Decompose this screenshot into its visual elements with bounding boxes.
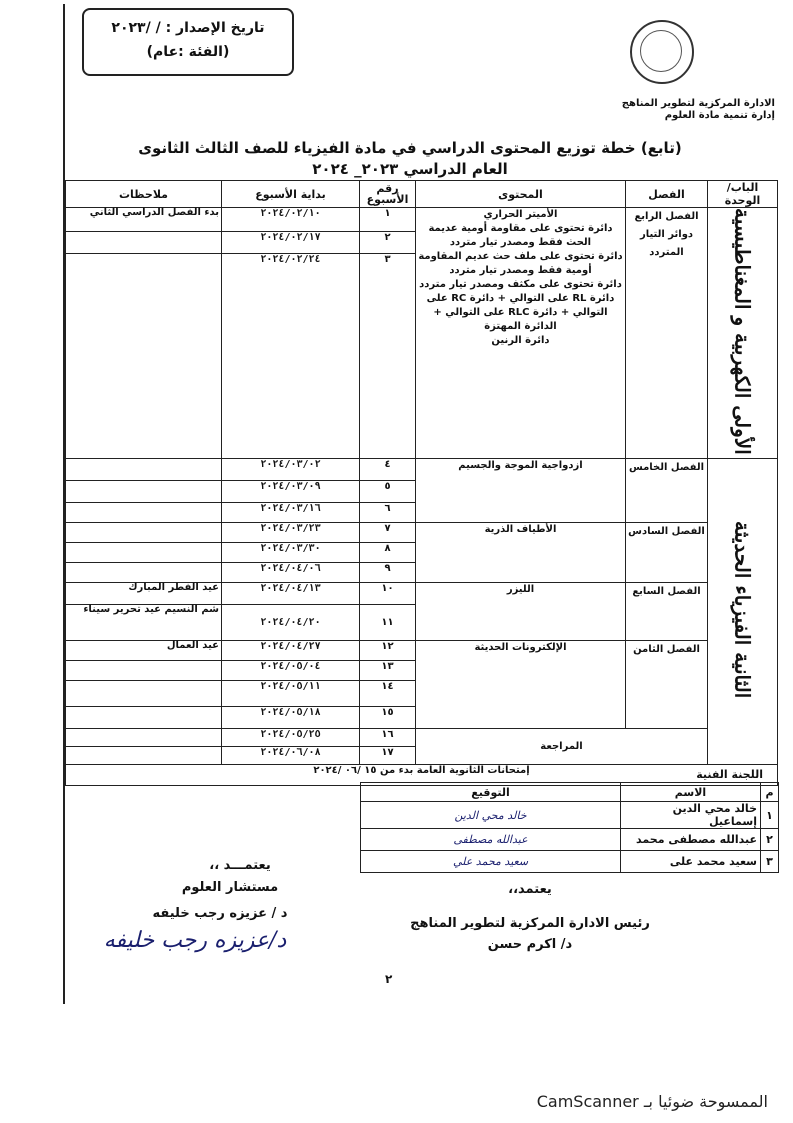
- week-note: عيد الفطر المبارك: [66, 582, 222, 604]
- week-start-date: ٢٠٢٤/٠٣/١٦: [222, 502, 360, 522]
- week-start-date: ٢٠٢٤/٠٣/٠٩: [222, 480, 360, 502]
- week-note: [66, 746, 222, 764]
- week-start-date: ٢٠٢٤/٠٢/٢٤: [222, 253, 360, 458]
- week-note: [66, 562, 222, 582]
- right-name: د/ اكرم حسن: [487, 937, 573, 952]
- chapter-4-cell: الفصل الرابع دوائر التيار المتردد: [626, 208, 708, 459]
- week-number: ٩: [360, 562, 416, 582]
- table-row: [66, 728, 778, 746]
- week-start-date: ٢٠٢٤/٠٤/١٣: [222, 582, 360, 604]
- member-signature: سعيد محمد علي: [361, 851, 621, 873]
- committee-row: [361, 829, 779, 851]
- chapter-6-cell: الفصل السادس: [626, 522, 708, 582]
- week-number: ١٧: [360, 746, 416, 764]
- ministry-line-3: إدارة تنمية مادة العلوم: [664, 110, 775, 121]
- week-number: ١١: [360, 604, 416, 640]
- content-item: دائرة تحتوى على مكثف ومصدر تيار متردد: [419, 279, 622, 290]
- unit-2-label: الثانية الفيزياء الحديثة: [730, 521, 755, 699]
- content-distribution-table: [65, 180, 778, 786]
- header-week: رقم الأسبوع: [360, 181, 416, 208]
- week-note: [66, 680, 222, 706]
- left-title: مستشار العلوم: [181, 880, 279, 895]
- week-number: ١٥: [360, 706, 416, 728]
- committee-header-num: م: [761, 783, 779, 802]
- week-start-date: ٢٠٢٤/٠٣/٢٣: [222, 522, 360, 542]
- week-start-date: ٢٠٢٤/٠٥/٢٥: [222, 728, 360, 746]
- committee-label: اللجنة الفنية: [696, 768, 763, 781]
- content-item: دائرة الرنين: [491, 335, 550, 346]
- left-name: د / عزيزه رجب خليفه: [152, 906, 288, 921]
- review-cell: المراجعة: [416, 728, 708, 764]
- week-start-date: ٢٠٢٤/٠٢/١٧: [222, 232, 360, 254]
- week-start-date: ٢٠٢٤/٠٣/٠٢: [222, 458, 360, 480]
- chapter-5-content: ازدواجية الموجة والجسيم: [416, 458, 626, 522]
- member-name: سعيد محمد على: [621, 851, 761, 873]
- category-label: (الفئة :عام): [146, 44, 230, 60]
- week-number: ٢: [360, 232, 416, 254]
- week-note: [66, 232, 222, 254]
- committee-header-signature: التوقيع: [361, 783, 621, 802]
- member-signature: خالد محي الدين: [361, 802, 621, 829]
- week-number: ٧: [360, 522, 416, 542]
- week-number: ١: [360, 208, 416, 232]
- unit-1-cell: [708, 208, 778, 459]
- chapter-7-content: الليزر: [416, 582, 626, 640]
- week-start-date: ٢٠٢٤/٠٢/١٠: [222, 208, 360, 232]
- exam-notice: إمتحانات الثانوية العامة بدء من ١٥ /٠٦ /٢٠٢٤: [66, 764, 778, 785]
- week-number: ٦: [360, 502, 416, 522]
- header-start: بداية الأسبوع: [222, 181, 360, 208]
- chapter-4-content: [416, 208, 626, 459]
- member-num: ٣: [761, 851, 779, 873]
- week-note: [66, 458, 222, 480]
- content-item: الأميتر الحراري: [483, 209, 558, 220]
- left-approval: يعتمـــد ،،: [209, 858, 271, 873]
- week-number: ١٤: [360, 680, 416, 706]
- right-title: رئيس الادارة المركزية لتطوير المناهج: [410, 916, 650, 931]
- ministry-seal-inner-icon: [640, 30, 682, 72]
- week-number: ١٢: [360, 640, 416, 660]
- header-unit: الباب/الوحدة: [708, 181, 778, 208]
- ministry-line-2: الادارة المركزية لتطوير المناهج: [621, 98, 775, 109]
- chapter-7-cell: الفصل السابع: [626, 582, 708, 640]
- content-item: دائرة تحتوى على ملف حث عديم المقاومة أومية فقط ومصدر تيار متردد: [418, 251, 623, 276]
- week-note: [66, 502, 222, 522]
- week-start-date: ٢٠٢٤/٠٤/٠٦: [222, 562, 360, 582]
- header-notes: ملاحظات: [66, 181, 222, 208]
- content-item: دائرة تحتوى على مقاومة أومية عديمة الحث فقط ومصدر تيار متردد: [428, 223, 613, 248]
- week-start-date: ٢٠٢٤/٠٥/١٨: [222, 706, 360, 728]
- unit-1-label: الأولى الكهربية و المغناطيسية: [730, 208, 755, 455]
- member-num: ١: [761, 802, 779, 829]
- right-approval: يعتمد،،: [508, 882, 552, 897]
- week-note: بدء الفصل الدراسي الثاني: [66, 208, 222, 232]
- ministry-header: [622, 98, 775, 122]
- week-number: ٥: [360, 480, 416, 502]
- header-content: المحتوى: [416, 181, 626, 208]
- member-signature: عبدالله مصطفى: [361, 829, 621, 851]
- issue-date-box: [82, 8, 294, 76]
- week-number: ٣: [360, 253, 416, 458]
- chapter-5-cell: الفصل الخامس: [626, 458, 708, 522]
- week-start-date: ٢٠٢٤/٠٥/٠٤: [222, 660, 360, 680]
- week-note: [66, 522, 222, 542]
- unit-2-cell: [708, 458, 778, 764]
- chapter-8-content: الإلكترونات الحديثة: [416, 640, 626, 728]
- committee-header-name: الاسم: [621, 783, 761, 802]
- week-note: عيد العمال: [66, 640, 222, 660]
- issue-date: تاريخ الإصدار : / /٢٠٢٣: [111, 20, 265, 36]
- week-note: شم النسيم عيد تحرير سيناء: [66, 604, 222, 640]
- page-subtitle: العام الدراسي ٢٠٢٣_ ٢٠٢٤: [312, 160, 508, 178]
- week-start-date: ٢٠٢٤/٠٥/١١: [222, 680, 360, 706]
- week-number: ١٦: [360, 728, 416, 746]
- week-note: [66, 542, 222, 562]
- week-number: ٤: [360, 458, 416, 480]
- table-row: [66, 458, 778, 480]
- committee-row: [361, 802, 779, 829]
- member-num: ٢: [761, 829, 779, 851]
- table-row: [66, 582, 778, 604]
- member-name: عبدالله مصطفى محمد: [621, 829, 761, 851]
- table-row: [66, 208, 778, 232]
- committee-header-row: [361, 783, 779, 802]
- table-header-row: [66, 181, 778, 208]
- week-start-date: ٢٠٢٤/٠٤/٢٠: [222, 604, 360, 640]
- chapter-6-content: الأطياف الذرية: [416, 522, 626, 582]
- week-note: [66, 660, 222, 680]
- week-start-date: ٢٠٢٤/٠٤/٢٧: [222, 640, 360, 660]
- committee-row: [361, 851, 779, 873]
- committee-table: [360, 782, 779, 873]
- header-chapter: الفصل: [626, 181, 708, 208]
- camscanner-watermark: الممسوحة ضوئيا بـ CamScanner: [536, 1092, 768, 1111]
- table-row: [66, 640, 778, 660]
- week-note: [66, 480, 222, 502]
- chapter-8-cell: الفصل الثامن: [626, 640, 708, 728]
- week-note: [66, 728, 222, 746]
- page-number: ٢: [385, 972, 393, 986]
- week-note: [66, 253, 222, 458]
- week-number: ٨: [360, 542, 416, 562]
- content-item: دائرة RL على التوالي + دائرة RC على التوالي + دائرة RLC على التوالي + الدائرة المهتزة: [426, 293, 615, 332]
- week-number: ١٣: [360, 660, 416, 680]
- member-name: خالد محي الدين إسماعيل: [621, 802, 761, 829]
- week-number: ١٠: [360, 582, 416, 604]
- week-start-date: ٢٠٢٤/٠٦/٠٨: [222, 746, 360, 764]
- table-row: [66, 522, 778, 542]
- page-title: (تابع) خطة توزيع المحتوى الدراسي في مادة الفيزياء للصف الثالث الثانوى: [138, 139, 682, 157]
- week-note: [66, 706, 222, 728]
- left-handwritten-signature: د/عزيزه رجب خليفه: [103, 928, 287, 953]
- week-start-date: ٢٠٢٤/٠٣/٣٠: [222, 542, 360, 562]
